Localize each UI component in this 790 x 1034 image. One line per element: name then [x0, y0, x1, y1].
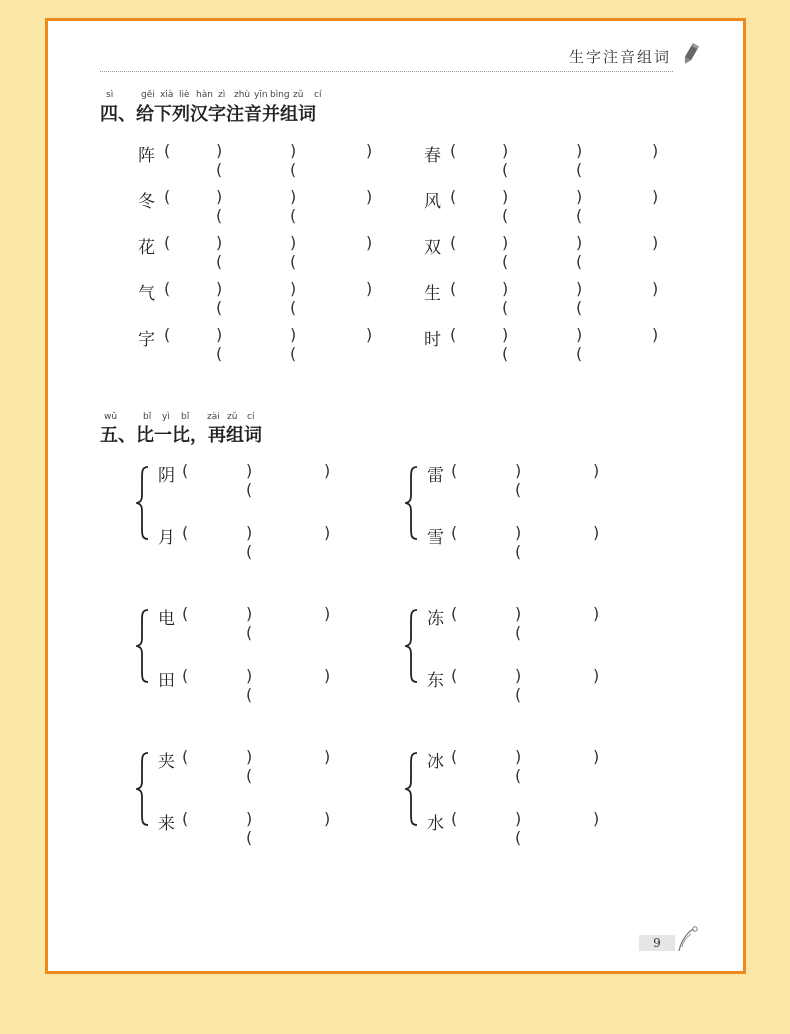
answer-blank-sep[interactable]: )(: [246, 666, 253, 704]
hanzi-char: 花: [138, 238, 155, 258]
hanzi-char: 春: [424, 146, 441, 166]
answer-blank-close[interactable]: ): [366, 187, 373, 206]
pinyin-bi1: bǐ: [143, 412, 152, 422]
answer-blank-sep[interactable]: )(: [290, 187, 297, 225]
pinyin-zi: zì: [218, 90, 226, 100]
answer-blank-sep[interactable]: )(: [502, 325, 509, 363]
answer-blank-open[interactable]: (: [164, 187, 171, 206]
section-5-title: 五、比一比，再组词: [100, 425, 262, 446]
answer-blank-open[interactable]: (: [450, 187, 457, 206]
answer-blank-open[interactable]: (: [450, 233, 457, 252]
answer-blank-close[interactable]: ): [593, 747, 600, 766]
curly-brace-icon: [136, 751, 150, 827]
section-4-title: 四、给下列汉字注音并组词: [100, 104, 316, 125]
hanzi-char: 冻: [427, 609, 444, 629]
answer-blank-sep[interactable]: )(: [502, 233, 509, 271]
hanzi-char: 夹: [158, 752, 175, 772]
answer-blank-open[interactable]: (: [450, 141, 457, 160]
hanzi-char: 水: [427, 814, 444, 834]
answer-blank-sep[interactable]: )(: [216, 187, 223, 225]
curly-brace-icon: [405, 608, 419, 684]
worksheet-page: [45, 18, 746, 974]
answer-blank-close[interactable]: ): [366, 325, 373, 344]
hanzi-char: 东: [427, 671, 444, 691]
answer-blank-sep[interactable]: )(: [216, 325, 223, 363]
answer-blank-open[interactable]: (: [450, 325, 457, 344]
answer-blank-sep[interactable]: )(: [290, 141, 297, 179]
answer-blank-close[interactable]: ): [593, 604, 600, 623]
answer-blank-sep[interactable]: )(: [290, 233, 297, 271]
pinyin-si: sì: [106, 90, 114, 100]
hanzi-char: 时: [424, 330, 441, 350]
page-number: 9: [639, 935, 675, 951]
answer-blank-close[interactable]: ): [366, 233, 373, 252]
answer-blank-open[interactable]: (: [164, 325, 171, 344]
pinyin-lie: liè: [179, 90, 190, 100]
answer-blank-close[interactable]: ): [366, 141, 373, 160]
answer-blank-close[interactable]: ): [593, 461, 600, 480]
hanzi-char: 阴: [158, 466, 175, 486]
answer-blank-close[interactable]: ): [593, 666, 600, 685]
curly-brace-icon: [405, 751, 419, 827]
answer-blank-sep[interactable]: )(: [502, 187, 509, 225]
answer-blank-open[interactable]: (: [182, 523, 189, 542]
answer-blank-sep[interactable]: )(: [246, 461, 253, 499]
curly-brace-icon: [136, 465, 150, 541]
answer-blank-open[interactable]: (: [182, 809, 189, 828]
curly-brace-icon: [405, 465, 419, 541]
answer-blank-close[interactable]: ): [652, 233, 659, 252]
hanzi-char: 雪: [427, 528, 444, 548]
answer-blank-close[interactable]: ): [324, 461, 331, 480]
pinyin-ci: cí: [314, 90, 322, 100]
answer-blank-close[interactable]: ): [652, 141, 659, 160]
answer-blank-close[interactable]: ): [652, 325, 659, 344]
answer-blank-open[interactable]: (: [182, 461, 189, 480]
hanzi-char: 气: [138, 284, 155, 304]
hanzi-char: 田: [158, 671, 175, 691]
answer-blank-sep[interactable]: )(: [515, 461, 522, 499]
hanzi-char: 冬: [138, 192, 155, 212]
hanzi-char: 双: [424, 238, 441, 258]
header-title: 生字注音组词: [568, 48, 671, 66]
answer-blank-sep[interactable]: )(: [246, 747, 253, 785]
answer-blank-open[interactable]: (: [450, 279, 457, 298]
answer-blank-sep[interactable]: )(: [576, 187, 583, 225]
hanzi-char: 月: [158, 528, 175, 548]
hanzi-char: 字: [138, 330, 155, 350]
hanzi-char: 生: [424, 284, 441, 304]
pinyin-bi2: bǐ: [181, 412, 190, 422]
answer-blank-open[interactable]: (: [164, 279, 171, 298]
answer-blank-close[interactable]: ): [652, 279, 659, 298]
pinyin-yin: yīn: [254, 90, 268, 100]
answer-blank-sep[interactable]: )(: [290, 279, 297, 317]
hanzi-char: 来: [158, 814, 175, 834]
answer-blank-close[interactable]: ): [366, 279, 373, 298]
answer-blank-close[interactable]: ): [593, 809, 600, 828]
answer-blank-open[interactable]: (: [451, 604, 458, 623]
answer-blank-close[interactable]: ): [652, 187, 659, 206]
hanzi-char: 风: [424, 192, 441, 212]
hanzi-char: 阵: [138, 146, 155, 166]
answer-blank-sep[interactable]: )(: [576, 325, 583, 363]
answer-blank-close[interactable]: ): [324, 604, 331, 623]
answer-blank-open[interactable]: (: [451, 523, 458, 542]
answer-blank-sep[interactable]: )(: [515, 747, 522, 785]
pinyin-gei: gěi: [141, 90, 155, 100]
answer-blank-close[interactable]: ): [324, 523, 331, 542]
answer-blank-sep[interactable]: )(: [246, 604, 253, 642]
answer-blank-open[interactable]: (: [182, 747, 189, 766]
hanzi-char: 电: [158, 609, 175, 629]
answer-blank-open[interactable]: (: [451, 461, 458, 480]
answer-blank-open[interactable]: (: [164, 141, 171, 160]
answer-blank-open[interactable]: (: [182, 604, 189, 623]
answer-blank-sep[interactable]: )(: [216, 279, 223, 317]
answer-blank-sep[interactable]: )(: [246, 809, 253, 847]
pinyin-ci2: cí: [247, 412, 255, 422]
pinyin-zu: zǔ: [293, 90, 304, 100]
answer-blank-sep[interactable]: )(: [515, 523, 522, 561]
answer-blank-close[interactable]: ): [324, 747, 331, 766]
answer-blank-sep[interactable]: )(: [502, 279, 509, 317]
pencil-icon: [679, 41, 701, 67]
curly-brace-icon: [136, 608, 150, 684]
header-divider: [100, 71, 673, 72]
answer-blank-sep[interactable]: )(: [216, 141, 223, 179]
hanzi-char: 雷: [427, 466, 444, 486]
answer-blank-open[interactable]: (: [451, 809, 458, 828]
answer-blank-sep[interactable]: )(: [576, 233, 583, 271]
answer-blank-close[interactable]: ): [593, 523, 600, 542]
answer-blank-sep[interactable]: )(: [576, 279, 583, 317]
feather-icon: [675, 925, 699, 953]
answer-blank-open[interactable]: (: [451, 666, 458, 685]
answer-blank-open[interactable]: (: [451, 747, 458, 766]
answer-blank-sep[interactable]: )(: [216, 233, 223, 271]
answer-blank-sep[interactable]: )(: [502, 141, 509, 179]
answer-blank-sep[interactable]: )(: [515, 604, 522, 642]
pinyin-zu2: zǔ: [227, 412, 238, 422]
pinyin-han: hàn: [196, 90, 213, 100]
pinyin-zai: zài: [207, 412, 220, 422]
answer-blank-sep[interactable]: )(: [290, 325, 297, 363]
pinyin-zhu: zhù: [234, 90, 251, 100]
answer-blank-open[interactable]: (: [164, 233, 171, 252]
answer-blank-sep[interactable]: )(: [246, 523, 253, 561]
answer-blank-close[interactable]: ): [324, 666, 331, 685]
pinyin-wu: wǔ: [104, 412, 118, 422]
hanzi-char: 冰: [427, 752, 444, 772]
pinyin-bing: bìng: [270, 90, 290, 100]
answer-blank-sep[interactable]: )(: [576, 141, 583, 179]
answer-blank-sep[interactable]: )(: [515, 666, 522, 704]
pinyin-yi: yì: [162, 412, 170, 422]
pinyin-xia: xià: [160, 90, 174, 100]
answer-blank-close[interactable]: ): [324, 809, 331, 828]
answer-blank-open[interactable]: (: [182, 666, 189, 685]
answer-blank-sep[interactable]: )(: [515, 809, 522, 847]
